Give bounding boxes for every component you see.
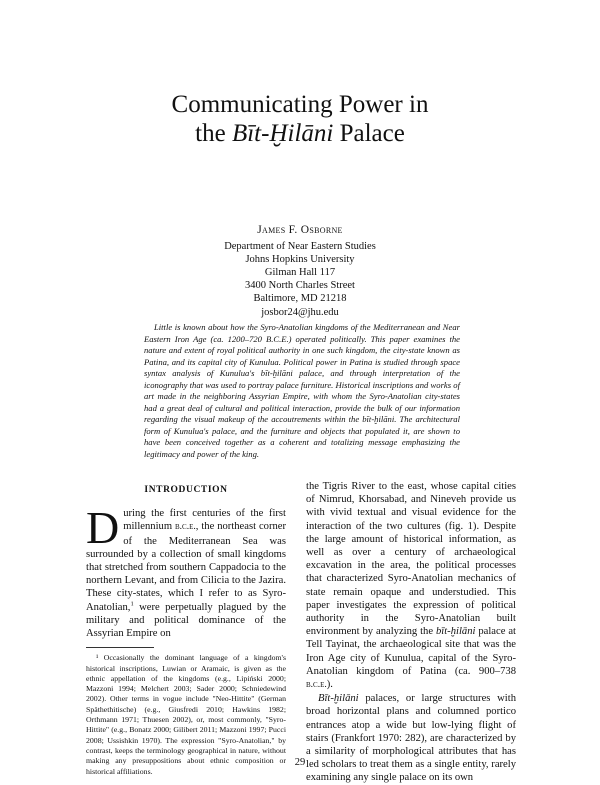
right-text-3: ). xyxy=(326,679,333,691)
affiliation-university: Johns Hopkins University xyxy=(245,254,355,266)
right-text-1: the Tigris River to the east, whose capital cities of Nimrud, Khorsabad, and Nineveh provide us with vivid textual and visual evidence for the interaction of the two cultures (fig. 1). Despite the large amount of historical information, as well as over a century of archaeological excavation in the area, the political processes that characterized Syro-Anatolian mechanics of state remain opaque and understudied. This paper investigates the expression of political authority in the Syro-Anatolian built environment by analyzing the xyxy=(306,481,516,638)
author-block xyxy=(150,224,450,319)
right-paragraph-1 xyxy=(306,480,516,692)
title-line-2 xyxy=(80,119,520,148)
affiliation-city: Baltimore, MD 21218 xyxy=(253,293,347,305)
abstract: Little is known about how the Syro-Anatolian kingdoms of the Mediterranean and Near Eastern Iron Age (ca. 1200–720 B.C.E.) operated politically. This paper examines the nature and extent of royal political authority in one such kingdom, the city-state known as Patina, and its capital city of Kunulua. Political power in Patina is studied through space syntax analysis of Kunulua's bīt-ḫilāni palace, and through interpretation of the iconography that was used to portray palace furniture. Historical inscriptions and works of art made in the neighboring Assyrian Empire, with whom the Syro-Anatolian city-states had a great deal of cultural and political interaction, provide the bulk of our information regarding the visual makeup of the accoutrements within the bīt-ḫilāni. The architectural form of Kunulua's palace, and the furniture and objects that populated it, are shown to have been conceived together as a coherent and totalizing message emphasizing the legitimacy and power of the king. xyxy=(144,322,460,460)
page-number: 29 xyxy=(294,757,306,768)
intro-text-1: uring the first centuries of the first millennium xyxy=(123,508,286,533)
article-title xyxy=(80,90,520,148)
title-line-2-prefix: the xyxy=(195,120,232,147)
section-heading-introduction: INTRODUCTION xyxy=(144,485,228,495)
right-paragraph-2 xyxy=(306,692,516,784)
right-italic-term: bīt-ḫilāni xyxy=(436,626,476,638)
right-column xyxy=(306,480,516,785)
right-italic-term-2: Bīt-ḫilāni xyxy=(318,693,359,705)
title-line-2-suffix: Palace xyxy=(333,120,405,147)
footnote-divider xyxy=(86,647,154,648)
right-bce: b.c.e. xyxy=(306,680,327,691)
affiliation-department: Department of Near Eastern Studies xyxy=(224,241,376,253)
intro-paragraph xyxy=(86,502,287,640)
right-text-4: palaces, or large structures with broad horizontal plans and columned portico entrances atop a wide but low-lying flight of stairs (Frankfort 1970: 282), are characterized by a similarity of morphological attributes that has led scholars to treat them as a single entity, rarely examining any single palace on its own xyxy=(306,693,516,784)
author-email[interactable]: josbor24@jhu.edu xyxy=(261,306,339,318)
author-name: James F. Osborne xyxy=(257,224,343,236)
footnote-ref-1[interactable]: 1 xyxy=(130,600,134,608)
intro-bce: b.c.e. xyxy=(175,522,196,533)
title-italic-term: Bīt-Ḫilāni xyxy=(231,120,334,147)
title-line-1: Communicating Power in xyxy=(171,91,429,118)
affiliation-street: 3400 North Charles Street xyxy=(245,280,355,292)
left-column xyxy=(86,484,286,777)
footnote-1: ¹ Occasionally the dominant language of a kingdom's historical inscriptions, Luwian or Aramaic, is given as the ethnic appellation of the kingdoms (e.g., Lipiński 2000; Mazzoni 1994; Melchert 2003; Sader 2000; Schniedewind 2002). Other terms in vogue include "Neo-Hittite" (German Späthethitische) (e.g., Giusfredi 2010; Hawkins 1982; Orthmann 1971; Thuesen 2002), or, most commonly, "Syro-Hittite" (e.g., Bonatz 2000; Gilibert 2011; Mazzoni 1997; Pucci 2008; Ussishkin 1970). The expression "Syro-Anatolian," by contrast, keeps the terminology geographical in nature, without making any presuppositions about ethnic composition or historical affiliations. xyxy=(86,653,286,776)
drop-cap: D xyxy=(86,502,120,554)
affiliation-building: Gilman Hall 117 xyxy=(264,267,336,279)
intro-text-2: , the northeast corner of the Mediterranean Sea was surrounded by a collection of small kingdoms that stretched from southern Cappadocia to the northern Levant, and from Cilicia to the Jazira. These city-states, which I refer to as Syro-Anatolian, xyxy=(86,521,287,613)
right-text-2: palace at Tell Tayinat, the archaeological site that was the Iron Age city of Kunulua, capital of the Syro-Anatolian kingdom of Patina (ca. 900–738 xyxy=(306,626,516,677)
intro-text-3: were perpetually plagued by the military and political dominance of the Assyrian Empire on xyxy=(86,601,286,640)
